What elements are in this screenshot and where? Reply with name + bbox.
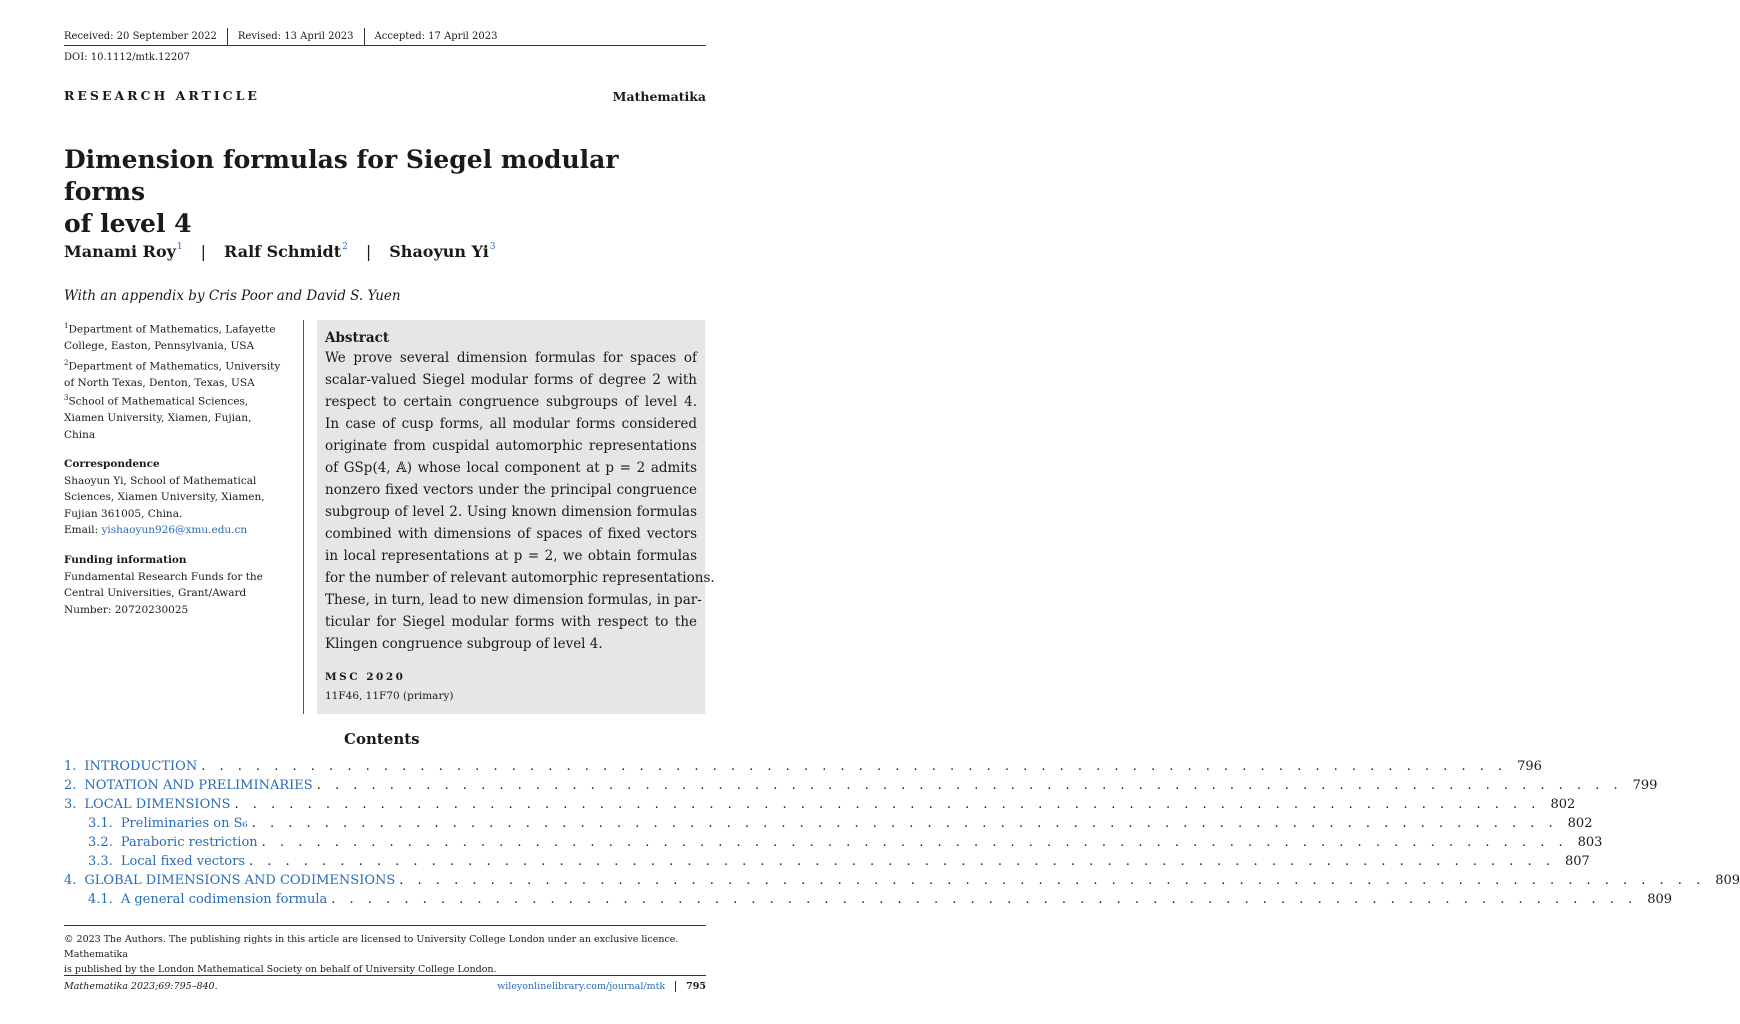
publication-dates [64,28,508,46]
abstract-line: nonzero fixed vectors under the principal congruence [325,482,697,498]
author-separator: | [200,242,207,261]
received-date: Received: 20 September 2022 [64,31,217,42]
abstract-line: combined with dimensions of spaces of fixed vectors [325,526,697,542]
article-type: RESEARCH ARTICLE [64,88,260,103]
toc-page: 799 [1632,778,1658,793]
toc-number: 1. [64,759,77,774]
toc-link[interactable]: LOCAL DIMENSIONS [84,797,231,812]
toc-number: 3.2. [88,835,113,850]
abstract-line: originate from cuspidal automorphic representations [325,438,697,454]
toc-entry[interactable] [64,873,1740,888]
author-affiliation-link[interactable]: 3 [489,242,496,252]
toc-leader: . . . . . . . . . . . . . . . . . . . . . . . . . . . . . . . . . . . . . . . . . . . . . . . . . . . . . . . . . . . . . . . . . . . . . . . . [331,892,1638,907]
toc-number: 3.3. [88,854,113,869]
toc-entry[interactable] [64,816,1593,831]
toc-page: 809 [1715,873,1740,888]
toc-leader: . . . . . . . . . . . . . . . . . . . . . . . . . . . . . . . . . . . . . . . . . . . . . . . . . . . . . . . . . . . . . . . . . . . . . . . . [201,759,1508,774]
toc-link[interactable]: A general codimension formula [120,892,328,907]
toc-leader: . . . . . . . . . . . . . . . . . . . . . . . . . . . . . . . . . . . . . . . . . . . . . . . . . . . . . . . . . . . . . . . . . . . . . . . . [251,816,1558,831]
correspondence-heading: Correspondence [64,458,160,470]
correspondence: Correspondence Shaoyun Yi, School of Mathematical Sciences, Xiamen University, Xiamen, Fujian 361005, China. Email: yishaoyun926@xmu.edu.cn [64,456,286,539]
abstract-line: of GSp(4, 𝔸) whose local component at p = 2 admits [325,460,697,476]
header-divider [64,45,706,46]
title-line: Dimension formulas for Siegel modular forms [64,145,619,206]
toc-leader: . . . . . . . . . . . . . . . . . . . . . . . . . . . . . . . . . . . . . . . . . . . . . . . . . . . . . . . . . . . . . . . . . . . . . . . . [249,854,1555,869]
toc-number: 4. [64,873,77,888]
toc-number: 2. [64,778,77,793]
abstract-line: ticular for Siegel modular forms with respect to the [325,614,697,630]
toc-entry[interactable] [64,892,1673,907]
abstract-line: In case of cusp forms, all modular forms considered [325,416,697,432]
author[interactable]: Shaoyun Yi $^3$ [389,242,496,261]
abstract-heading: Abstract [325,330,390,346]
author[interactable]: Ralf Schmidt $^2$ [224,242,348,261]
toc-number: 3.1. [88,816,113,831]
toc-leader: . . . . . . . . . . . . . . . . . . . . . . . . . . . . . . . . . . . . . . . . . . . . . . . . . . . . . . . . . . . . . . . . . . . . . . . . [399,873,1706,888]
abstract-line: respect to certain congruence subgroups of level 4. [325,394,697,410]
toc-link[interactable]: Local fixed vectors [120,854,245,869]
author-affiliation-link[interactable]: 1 [176,242,183,252]
page-number: 795 [686,981,706,992]
title-line: of level 4 [64,209,192,238]
toc-entry[interactable] [64,797,1576,812]
toc-page: 802 [1567,816,1593,831]
toc-link[interactable]: INTRODUCTION [84,759,198,774]
abstract-line: scalar-valued Siegel modular forms of degree 2 with [325,372,697,388]
funding-heading: Funding information [64,554,187,566]
author-list [64,242,496,261]
column-divider [303,320,304,714]
toc-entry[interactable] [64,759,1542,774]
funding-information: Funding information Fundamental Research Funds for the Central Universities, Grant/Award Number: 20720230025 [64,552,286,618]
journal-url-link[interactable]: wileyonlinelibrary.com/journal/mtk [497,981,676,992]
revised-date: Revised: 13 April 2023 [227,28,364,46]
toc-link[interactable]: GLOBAL DIMENSIONS AND CODIMENSIONS [84,873,396,888]
affiliation: $^1$Department of Mathematics, Lafayette College, Easton, Pennsylvania, USA [64,322,276,352]
paper-title [64,144,704,240]
toc-leader: . . . . . . . . . . . . . . . . . . . . . . . . . . . . . . . . . . . . . . . . . . . . . . . . . . . . . . . . . . . . . . . . . . . . . . . . [316,778,1623,793]
toc-link[interactable]: Preliminaries on S₆ [120,816,248,831]
copyright-notice: © 2023 The Authors. The publishing rights in this article are licensed to University College London under an exclusive licence. Mathematika is published by the London Mathematical Society on behalf of University College London. [64,934,679,975]
toc-entry[interactable] [64,854,1590,869]
citation: Mathematika 2023;69:795–840. [64,981,218,992]
toc-link[interactable]: NOTATION AND PRELIMINARIES [84,778,313,793]
msc-heading: MSC 2020 [325,671,406,683]
abstract-line: Klingen congruence subgroup of level 4. [325,636,603,652]
toc-entry[interactable] [64,835,1603,850]
contents-heading: Contents [344,730,420,748]
author-separator: | [365,242,372,261]
toc-page: 803 [1577,835,1603,850]
abstract-line: subgroup of level 2. Using known dimension formulas [325,504,697,520]
abstract-line: in local representations at p = 2, we obtain formulas [325,548,697,564]
footer-divider [64,975,706,976]
toc-entry[interactable] [64,778,1658,793]
abstract-line: for the number of relevant automorphic representations. [325,570,715,586]
toc-leader: . . . . . . . . . . . . . . . . . . . . . . . . . . . . . . . . . . . . . . . . . . . . . . . . . . . . . . . . . . . . . . . . . . . . . . . . [234,797,1541,812]
journal-name: Mathematika [612,89,706,104]
toc-leader: . . . . . . . . . . . . . . . . . . . . . . . . . . . . . . . . . . . . . . . . . . . . . . . . . . . . . . . . . . . . . . . . . . . . . . . . [261,835,1568,850]
affiliation: $^3$School of Mathematical Sciences, Xiamen University, Xiamen, Fujian, China [64,394,252,441]
toc-page: 802 [1550,797,1576,812]
toc-number: 3. [64,797,77,812]
affiliation: $^2$Department of Mathematics, University of North Texas, Denton, Texas, USA [64,359,281,389]
appendix-note: With an appendix by Cris Poor and David S. Yuen [64,288,401,304]
toc-link[interactable]: Paraboric restriction [120,835,258,850]
author[interactable]: Manami Roy $^1$ [64,242,183,261]
toc-page: 809 [1647,892,1673,907]
toc-page: 796 [1517,759,1542,774]
abstract-line: We prove several dimension formulas for spaces of [325,350,697,366]
toc-number: 4.1. [88,892,113,907]
accepted-date: Accepted: 17 April 2023 [364,28,508,46]
msc-codes: 11F46, 11F70 (primary) [325,690,454,702]
toc-page: 807 [1564,854,1590,869]
email-link[interactable]: yishaoyun926@xmu.edu.cn [101,524,248,536]
author-affiliation-link[interactable]: 2 [342,242,348,252]
abstract-line: These, in turn, lead to new dimension formulas, in par- [325,592,702,608]
footer-divider [64,925,706,926]
doi: DOI: 10.1112/mtk.12207 [64,52,190,63]
footer-right [497,981,706,992]
